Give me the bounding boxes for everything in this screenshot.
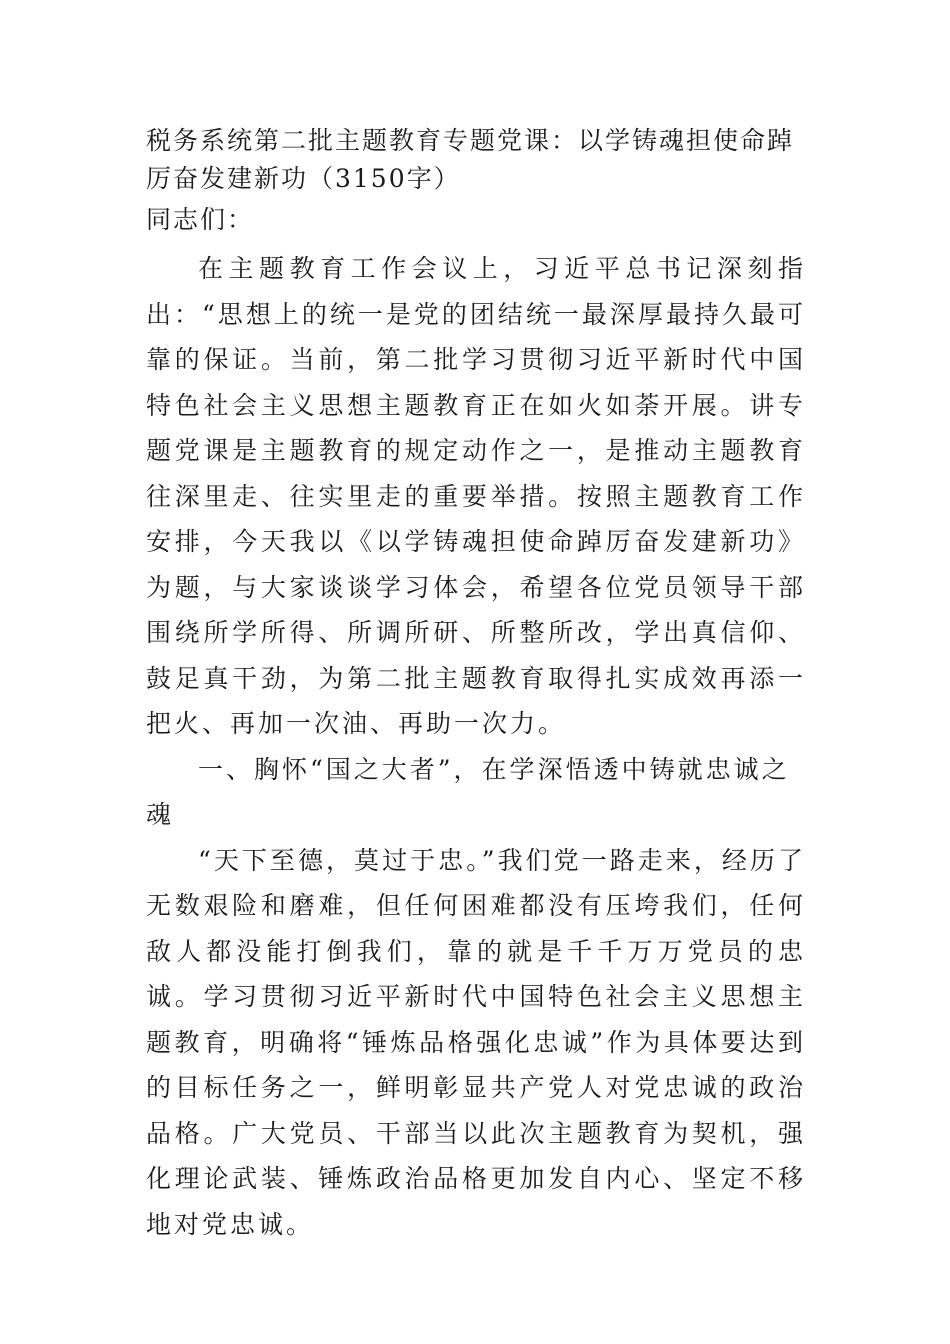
document-title: 税务系统第二批主题教育专题党课：以学铸魂担使命踔厉奋发建新功（3150字） (146, 126, 795, 193)
salutation: 同志们： (146, 205, 255, 234)
section-1-paragraph: “天下至德，莫过于忠。”我们党一路走来，经历了无数艰险和磨难，但任何困难都没有压垮我们，任何敌人都没能打倒我们，靠的就是千千万万党员的忠诚。学习贯彻习近平新时代中国特色社会主义思想主题教育，明确将“锤炼品格强化忠诚”作为具体要达到的目标任务之一，鲜明彰显共产党人对党忠诚的政治品格。广大党员、干部当以此次主题教育为契机，强化理论武装、锤炼政治品格更加发自内心、坚定不移地对党忠诚。 (146, 845, 806, 1239)
document-body (146, 122, 806, 1247)
intro-paragraph: 在主题教育工作会议上，习近平总书记深刻指出：“思想上的统一是党的团结统一最深厚最持久最可靠的保证。当前，第二批学习贯彻习近平新时代中国特色社会主义思想主题教育正在如火如荼开展。讲专题党课是主题教育的规定动作之一，是推动主题教育往深里走、往实里走的重要举措。按照主题教育工作安排，今天我以《以学铸魂担使命踔厉奋发建新功》为题，与大家谈谈学习体会，希望各位党员领导干部围绕所学所得、所调所研、所整所改，学出真信仰、鼓足真干劲，为第二批主题教育取得扎实成效再添一把火、再加一次油、再助一次力。 (146, 254, 806, 738)
section-heading-1: 一、胸怀“国之大者”，在学深悟透中铸就忠诚之魂 (146, 754, 790, 829)
